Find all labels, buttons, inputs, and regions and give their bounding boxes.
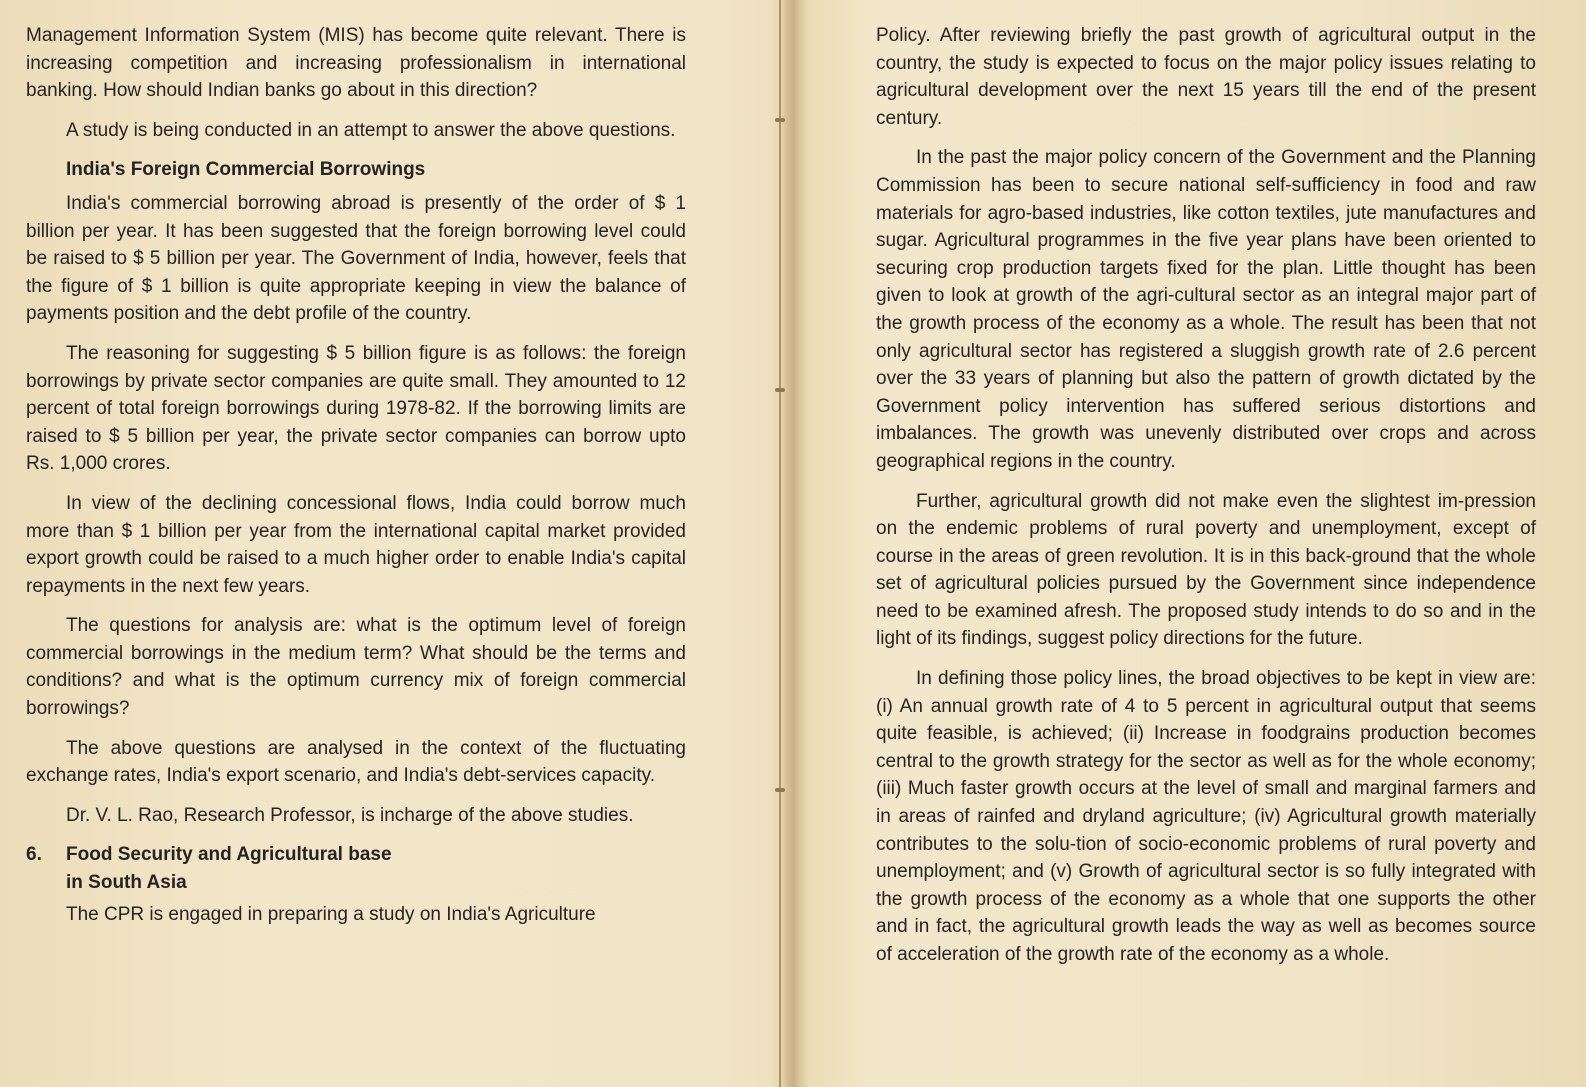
agriculture-paragraph-4: In defining those policy lines, the broad objectives to be kept in view are: (i) An annual growth rate of 4 to 5 percent in agricultural output that seems quite feasible, is achieved; (ii) Increase in foodgrains production becomes central to the growth strategy for the sector as well as for the whole economy; (iii) Much faster growth occurs at the level of small and marginal farmers and in areas of rainfed and dryland agriculture; (iv) Agricultural growth materially contributes to the solu-tion of socio-economic problems of rural poverty and unemployment; and (v) Growth of agricultural sector is so fully integrated with the growth process of the economy as a whole that one supports the other and in fact, the agricultural growth leads the way as well as becomes source of acceleration of the growth rate of the economy as a whole. [876,668,1536,965]
binding-stitch [775,788,785,792]
borrowings-paragraph-6: Dr. V. L. Rao, Research Professor, is incharge of the above studies. [66,804,634,826]
borrowings-paragraph-3: In view of the declining concessional flows, India could borrow much more than $ 1 billion per year from the international capital market provided export growth could be raised to a much higher order to enable India's capital repayments in the next few years. [26,492,686,597]
section-6-paragraph: The CPR is engaged in preparing a study on India's Agriculture [66,904,596,926]
book-spine [775,0,785,1087]
borrowings-paragraph-2: The reasoning for suggesting $ 5 billion figure is as follows: the foreign borrowings by private sector companies are quite small. They amounted to 12 percent of total foreign borrowings during 1978-82. If the borrowing limits are raised to $ 5 billion per year, the private sector companies can borrow upto Rs. 1,000 crores. [26,342,686,475]
agriculture-paragraph-1: Policy. After reviewing briefly the past growth of agricultural output in the country, the study is expected to focus on the major policy issues relating to agricultural development over the next 15 years till the end of the present century. [876,25,1536,129]
section-6-title: Food Security and Agricultural base in South Asia [66,844,392,894]
agriculture-paragraph-2: In the past the major policy concern of the Government and the Planning Commission has been to secure national self-sufficiency in food and raw materials for agro-based industries, like cotton textiles, jute manufactures and sugar. Agricultural programmes in the five year plans have been oriented to securing crop production targets fixed for the plan. Little thought has been given to look at growth of the agri-cultural sector as an integral major part of the growth process of the economy as a whole. The result has been that not only agricultural sector has registered a sluggish growth rate of 2.6 percent over the 33 years of planning but also the pattern of growth dictated by the Government policy intervention has suffered serious distortions and imbalances. The growth was unevenly distributed over crops and across geographical regions in the country. [876,147,1536,472]
borrowings-paragraph-4: The questions for analysis are: what is the optimum level of foreign commercial borrowings in the medium term? What should be the terms and conditions? and what is the optimum currency mix of foreign commercial borrowings? [26,615,686,720]
intro-paragraph: Management Information System (MIS) has become quite relevant. There is increasing competition and increasing professionalism in international banking. How should Indian banks go about in this direction? [26,25,686,102]
borrowings-paragraph-1: India's commercial borrowing abroad is presently of the order of $ 1 billion per year. It has been suggested that the foreign borrowing level could be raised to $ 5 billion per year. The Government of India, however, feels that the figure of $ 1 billion is quite appropriate keeping in view the balance of payments position and the debt profile of the country. [26,192,686,325]
binding-stitch [775,388,785,392]
borrowings-paragraph-5: The above questions are analysed in the context of the fluctuating exchange rates, India's export scenario, and India's debt-services capacity. [26,737,686,787]
section-6-number: 6. [26,844,42,866]
right-page [876,22,1536,981]
spine-fold-line [779,0,781,1087]
agriculture-paragraph-3: Further, agricultural growth did not make even the slightest im-pression on the endemic problems of rural poverty and unemployment, except of course in the areas of green revolution. It is in this back-ground that the whole set of agricultural policies pursued by the Government since independence need to be examined afresh. The proposed study intends to do so and in the light of its findings, suggest policy directions for the future. [876,490,1536,650]
binding-stitch [775,118,785,122]
left-page [26,22,686,941]
section-6-heading [26,841,686,897]
study-paragraph: A study is being conducted in an attempt to answer the above questions. [66,119,676,141]
section-heading-foreign-borrowings: India's Foreign Commercial Borrowings [66,159,426,181]
